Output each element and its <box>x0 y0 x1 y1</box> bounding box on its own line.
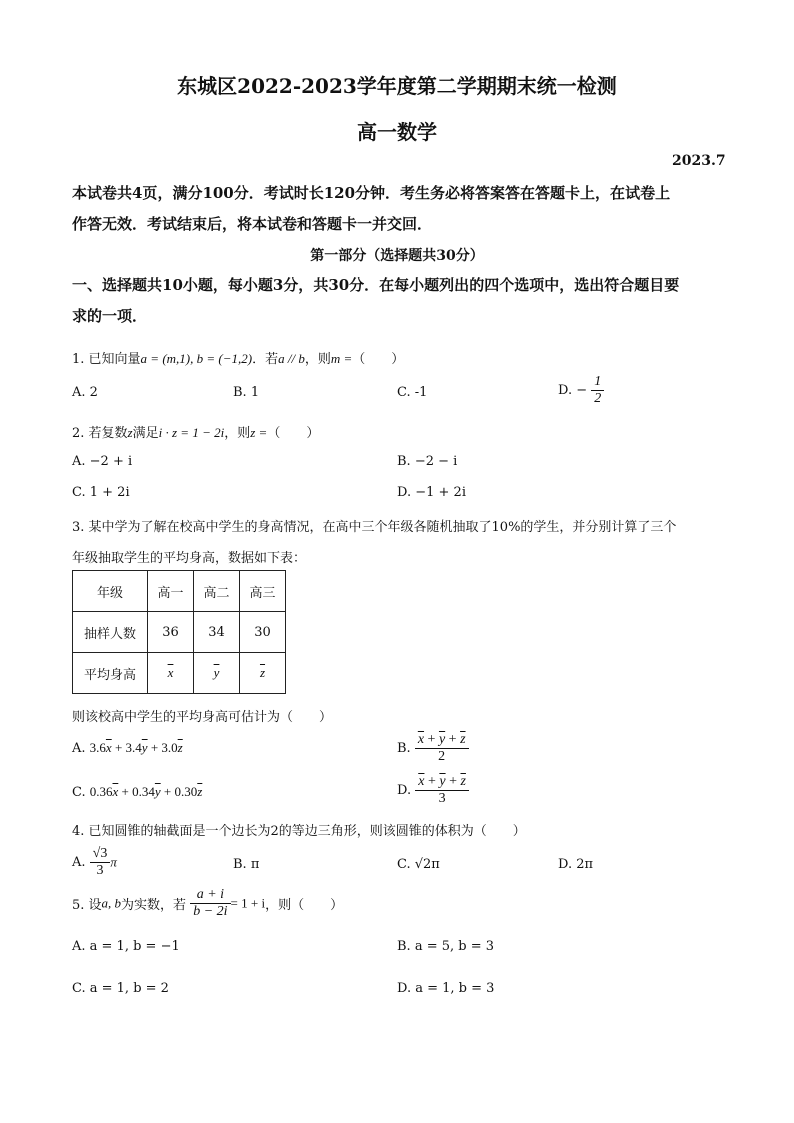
q5-option-a[interactable]: A. a = 1, b = −1 <box>72 939 180 954</box>
q3-c-label: C. <box>72 785 86 800</box>
q1-m: m = <box>330 351 353 366</box>
table-cell: 34 <box>194 612 240 653</box>
q3-option-d[interactable] <box>397 774 469 807</box>
q3-d-y: $\overline{y}$ <box>439 774 446 789</box>
q4-option-b[interactable]: B. π <box>233 857 260 872</box>
q3-b-z: $\overline{z}$ <box>460 732 466 747</box>
q3-b-label: B. <box>397 741 411 757</box>
q2-mid: 满足 <box>132 426 159 441</box>
q3-d-denominator: 3 <box>438 791 446 807</box>
q1-vectors: a = (m,1), b = (−1,2) <box>140 351 253 366</box>
q5-option-d[interactable]: D. a = 1, b = 3 <box>397 981 495 996</box>
q5-fraction <box>190 887 230 920</box>
exam-subtitle: 高一数学 <box>357 120 437 144</box>
q1-option-b[interactable]: B. 1 <box>233 385 260 400</box>
q4-option-a[interactable] <box>72 846 117 879</box>
q3-a-var-x: $\overline{x}$ <box>105 740 112 755</box>
part-heading: 第一部分（选择题共30分） <box>310 248 484 264</box>
q4-a-pi: π <box>110 854 117 870</box>
q3-a-expr <box>90 740 183 755</box>
question-3-stem-line-2: 年级抽取学生的平均身高，数据如下表： <box>72 551 307 566</box>
q3-d-label: D. <box>397 783 412 799</box>
question-3-stem-line-1: 3. 某中学为了解在校高中学生的身高情况，在高中三个年级各随机抽取了10%的学生，并分别计算了三个 <box>72 520 677 535</box>
height-table <box>72 570 286 694</box>
q2-prefix: 2. 若复数 <box>72 426 128 441</box>
q1-option-d[interactable] <box>558 374 604 407</box>
q3-c-var-z: $\overline{z}$ <box>197 784 203 799</box>
q2-option-b[interactable]: B. −2 − i <box>397 454 458 469</box>
q5-numerator: a + i <box>190 887 230 904</box>
q1-option-c[interactable]: C. -1 <box>397 385 428 400</box>
question-2-stem <box>72 422 319 441</box>
table-cell <box>148 653 194 694</box>
q3-c-coef-1: 0.36 <box>89 784 113 799</box>
mean-x: $\overline{x}$ <box>167 665 174 680</box>
q3-b-denominator: 2 <box>438 749 446 765</box>
q4-a-label: A. <box>72 855 86 871</box>
q3-b-x: $\overline{x}$ <box>417 732 425 747</box>
q5-denominator: b − 2i <box>193 904 228 920</box>
q3-a-coef-1: 3.6 <box>89 740 106 755</box>
q1-prefix: 1. 已知向量 <box>72 352 141 367</box>
question-4-stem: 4. 已知圆锥的轴截面是一个边长为2的等边三角形，则该圆锥的体积为（ ） <box>72 824 526 839</box>
q2-option-c[interactable]: C. 1 + 2i <box>72 485 130 500</box>
question-1-stem <box>72 348 404 367</box>
q1-parallel: a // b <box>278 351 305 366</box>
q4-option-c[interactable]: C. √2π <box>397 857 440 872</box>
q5-mid: 为实数，若 <box>121 898 187 914</box>
table-row <box>73 653 286 694</box>
q5-rhs: = 1 + i <box>230 895 266 911</box>
q4-a-denominator: 3 <box>96 863 104 879</box>
q2-suffix: ，则 <box>224 426 251 441</box>
q3-b-numerator: $\overline{x} + \overline{y} + \overline{z}$ <box>415 732 469 749</box>
question-3-ask: 则该校高中学生的平均身高可估计为（ ） <box>72 710 333 725</box>
table-cell: 平均身高 <box>73 653 148 694</box>
q1-mid: ．若 <box>252 352 279 367</box>
q3-d-x: $\overline{x}$ <box>418 774 425 789</box>
table-header-cell: 高三 <box>240 571 286 612</box>
q1-d-numerator: 1 <box>591 374 604 391</box>
question-5-stem <box>72 887 343 920</box>
q1-option-d-sign: − <box>576 383 588 399</box>
q3-a-var-y: $\overline{y}$ <box>141 740 148 755</box>
q1-option-a[interactable]: A. 2 <box>72 385 98 400</box>
q3-a-coef-3: + 3.0 <box>147 740 178 755</box>
q2-equation: i · z = 1 − 2i <box>158 425 225 440</box>
notice-line-1: 本试卷共4页，满分100分．考试时长120分钟．考生务必将答案答在答题卡上，在试卷上 <box>72 184 671 202</box>
q5-prefix: 5. 设 <box>72 898 102 914</box>
q4-a-fraction <box>90 846 111 879</box>
q3-c-coef-3: + 0.30 <box>160 784 198 799</box>
part-instructions-line-1: 一、选择题共10小题，每小题3分，共30分．在每小题列出的四个选项中，选出符合题目要 <box>72 276 680 294</box>
q5-option-b[interactable]: B. a = 5, b = 3 <box>397 939 495 954</box>
q3-option-b[interactable] <box>397 732 469 765</box>
q3-c-expr <box>90 784 203 799</box>
q5-end: ，则（ ） <box>265 898 344 914</box>
q3-b-y: $\overline{y}$ <box>438 732 446 747</box>
table-header-cell: 高二 <box>194 571 240 612</box>
q3-c-coef-2: + 0.34 <box>118 784 155 799</box>
q3-b-fraction <box>415 732 469 765</box>
q1-d-denominator: 2 <box>594 391 602 407</box>
table-cell: 30 <box>240 612 286 653</box>
q4-option-d[interactable]: D. 2π <box>558 857 594 872</box>
table-cell <box>194 653 240 694</box>
q2-end: （ ） <box>267 426 320 441</box>
table-cell: 36 <box>148 612 194 653</box>
q3-c-var-y: $\overline{y}$ <box>154 784 161 799</box>
q4-a-numerator: √3 <box>90 846 111 863</box>
q2-z: z <box>127 425 133 440</box>
table-header-cell: 高一 <box>148 571 194 612</box>
q1-end: （ ） <box>352 352 405 367</box>
table-cell: 抽样人数 <box>73 612 148 653</box>
q2-option-a[interactable]: A. −2 + i <box>72 454 133 469</box>
notice-line-2: 作答无效．考试结束后，将本试卷和答题卡一并交回． <box>72 215 433 233</box>
q1-option-d-label: D. <box>558 383 573 399</box>
q3-a-var-z: $\overline{z}$ <box>177 740 183 755</box>
q3-a-label: A. <box>72 741 86 756</box>
q3-d-numerator: $\overline{x} + \overline{y} + \overline{z}$ <box>415 774 469 791</box>
exam-date: 2023.7 <box>672 153 726 169</box>
table-row <box>73 612 286 653</box>
part-instructions-line-2: 求的一项． <box>72 307 148 325</box>
exam-title: 东城区2022-2023学年度第二学期期末统一检测 <box>177 74 617 98</box>
q3-option-a[interactable] <box>72 740 183 756</box>
q3-option-c[interactable] <box>72 784 202 800</box>
table-cell <box>240 653 286 694</box>
q5-ab: a, b <box>101 895 122 911</box>
mean-y: $\overline{y}$ <box>213 665 220 680</box>
q5-option-c[interactable]: C. a = 1, b = 2 <box>72 981 169 996</box>
q1-option-d-fraction <box>591 374 604 407</box>
q3-a-coef-2: + 3.4 <box>111 740 142 755</box>
q1-suffix: ，则 <box>304 352 331 367</box>
q2-option-d[interactable]: D. −1 + 2i <box>397 485 466 500</box>
q2-z-eq: z = <box>250 425 268 440</box>
q3-c-var-x: $\overline{x}$ <box>112 784 119 799</box>
table-header-cell: 年级 <box>73 571 148 612</box>
q3-d-z: $\overline{z}$ <box>460 774 466 789</box>
mean-z: $\overline{z}$ <box>259 665 266 680</box>
q3-d-fraction <box>415 774 469 807</box>
table-header-row <box>73 571 286 612</box>
